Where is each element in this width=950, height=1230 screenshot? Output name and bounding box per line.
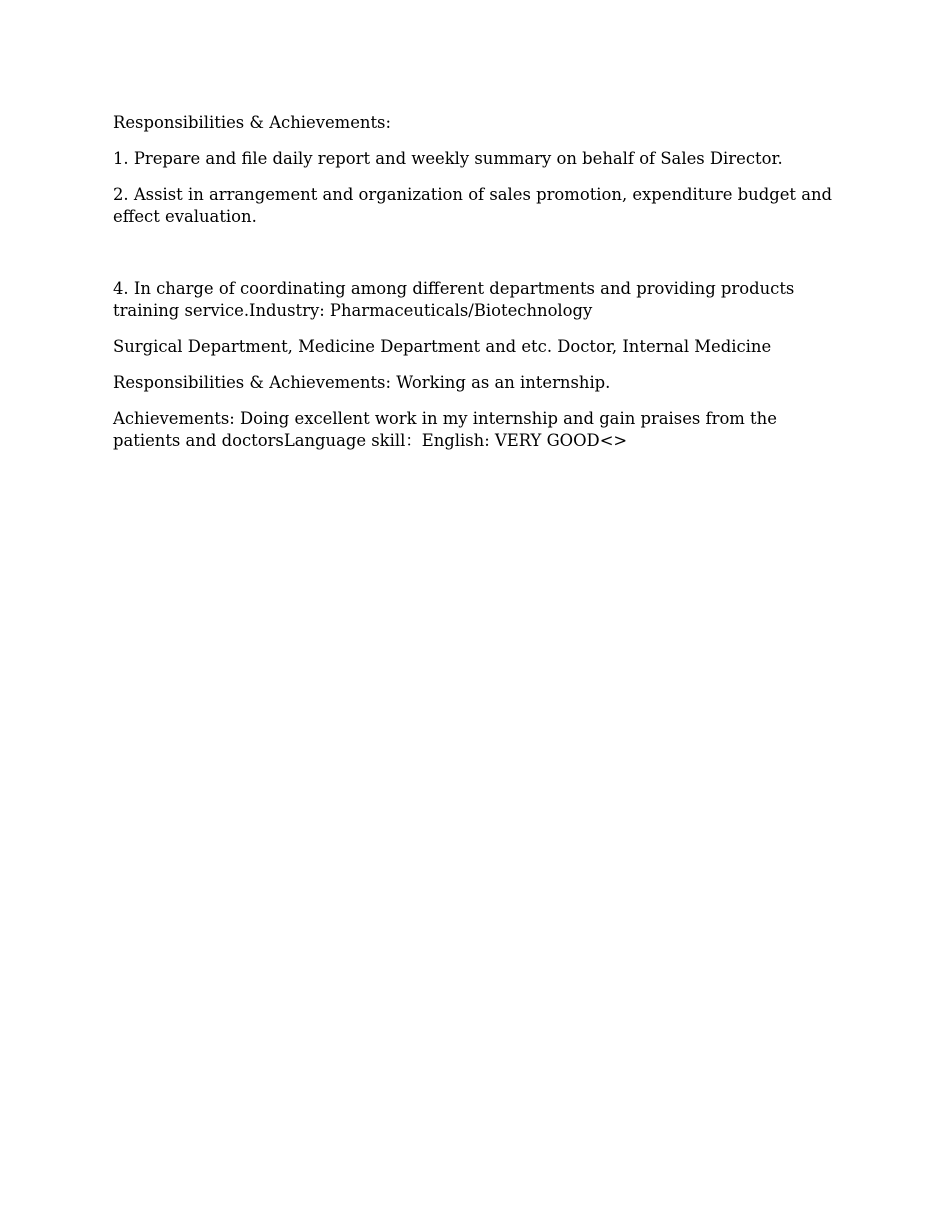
document-body bbox=[113, 112, 838, 466]
section-heading: Responsibilities & Achievements: bbox=[113, 113, 391, 132]
responsibility-item-2: 2. Assist in arrangement and organization of sales promotion, expenditure budget and effect evaluation. bbox=[113, 185, 838, 226]
blank-paragraph bbox=[113, 242, 835, 278]
responsibility-item-4: 4. In charge of coordinating among different departments and providing products training service.Industry: Pharmaceuticals/Biotechnology bbox=[113, 279, 800, 320]
department-line: Surgical Department, Medicine Department and etc. Doctor, Internal Medicine bbox=[113, 337, 772, 356]
achievements-language: Achievements: Doing excellent work in my internship and gain praises from the patients and doctorsLanguage skill：English: VERY GOOD<> bbox=[113, 409, 783, 450]
internship-responsibilities: Responsibilities & Achievements: Working as an internship. bbox=[113, 373, 611, 392]
responsibility-item-1: 1. Prepare and file daily report and weekly summary on behalf of Sales Director. bbox=[113, 149, 783, 168]
